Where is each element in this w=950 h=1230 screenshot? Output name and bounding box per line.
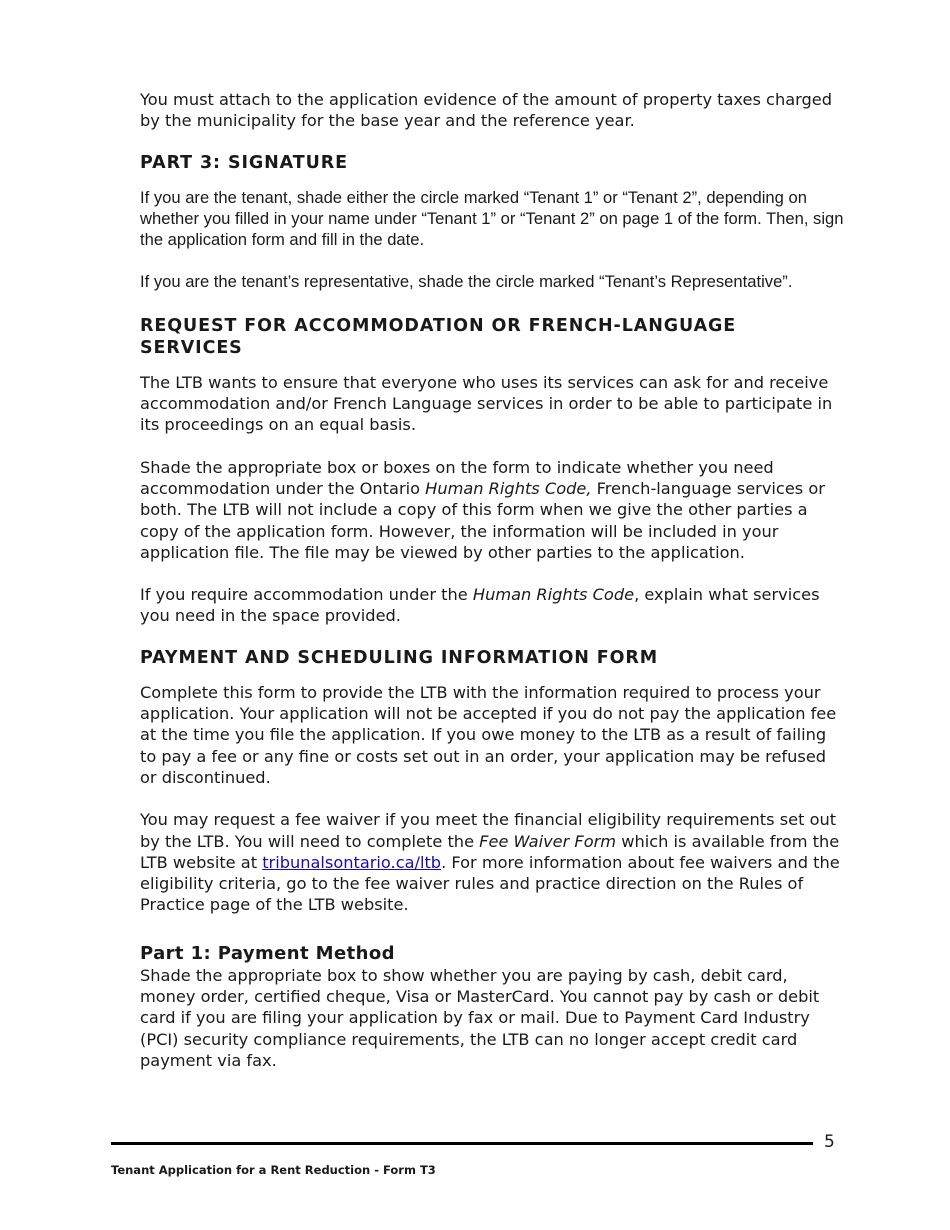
accommodation-paragraph-3: [140, 584, 845, 627]
payment-method-paragraph: Shade the appropriate box to show whether you are paying by cash, debit card, money order, certified cheque, Visa or MasterCard. You cannot pay by cash or debit card if you are filing your application by fax or mail. Due to Payment Card Industry (PCI) security compliance requirements, the LTB can no longer accept credit card payment via fax.: [140, 965, 820, 1070]
text-run: . For more information about fee waivers and the eligibility criteria, go to the fee waiver rules and practice direction on the Rules of Practice page of the LTB website.: [140, 852, 840, 915]
fee-waiver-form-italic: Fee Waiver Form: [479, 831, 617, 851]
payment-heading: PAYMENT AND SCHEDULING INFORMATION FORM: [140, 647, 659, 668]
footer-form-title: Tenant Application for a Rent Reduction - Form T3: [111, 1163, 436, 1177]
payment-paragraph-1: Complete this form to provide the LTB with the information required to process your application. Your application will not be accepted if you do not pay the application fee at the time you file the application. If you owe money to the LTB as a result of failing to pay a fee or any fine or costs set out in an order, your application may be refused or discontinued.: [140, 682, 837, 787]
text-run: If you require accommodation under the: [140, 585, 473, 605]
text-run: French-language services or both. The LTB will not include a copy of this form when we give the other parties a copy of the application form. However, the information will be included in your application file. The file may be viewed by other parties to the application.: [140, 478, 825, 562]
part3-paragraph-1: If you are the tenant, shade either the circle marked “Tenant 1” or “Tenant 2”, depending on whether you filled in your name under “Tenant 1” or “Tenant 2” on page 1 of the form. Then, sign the application form and fill in the date.: [140, 187, 844, 250]
page-number: 5: [824, 1132, 835, 1152]
accommodation-paragraph-2: [140, 457, 845, 563]
intro-paragraph: You must attach to the application evidence of the amount of property taxes charged by the municipality for the base year and the reference year.: [140, 90, 833, 131]
accommodation-paragraph-1: The LTB wants to ensure that everyone who uses its services can ask for and receive accommodation and/or French Language services in order to be able to participate in its proceedings on an equal basis.: [140, 372, 833, 435]
text-run: which is available from the LTB website at: [140, 831, 840, 872]
text-run: You may request a fee waiver if you meet the financial eligibility requirements set out by the LTB. You will need to complete the: [140, 810, 837, 851]
document-body: [140, 89, 845, 1071]
payment-paragraph-2: [140, 809, 845, 915]
footer-divider: [111, 1142, 813, 1145]
text-run: Shade the appropriate box or boxes on the form to indicate whether you need accommodation under the Ontario: [140, 457, 774, 498]
accommodation-heading: REQUEST FOR ACCOMMODATION OR FRENCH-LANGUAGE SERVICES: [140, 315, 737, 358]
human-rights-code-italic: Human Rights Code,: [425, 478, 592, 498]
human-rights-code-italic: Human Rights Code: [472, 585, 635, 605]
text-run: , explain what services you need in the space provided.: [140, 585, 820, 626]
ltb-website-link[interactable]: tribunalsontario.ca/ltb: [262, 852, 442, 872]
part3-heading: PART 3: SIGNATURE: [140, 152, 348, 173]
payment-method-heading: Part 1: Payment Method: [140, 942, 395, 964]
part3-paragraph-2: If you are the tenant’s representative, shade the circle marked “Tenant’s Representative”.: [140, 272, 793, 292]
